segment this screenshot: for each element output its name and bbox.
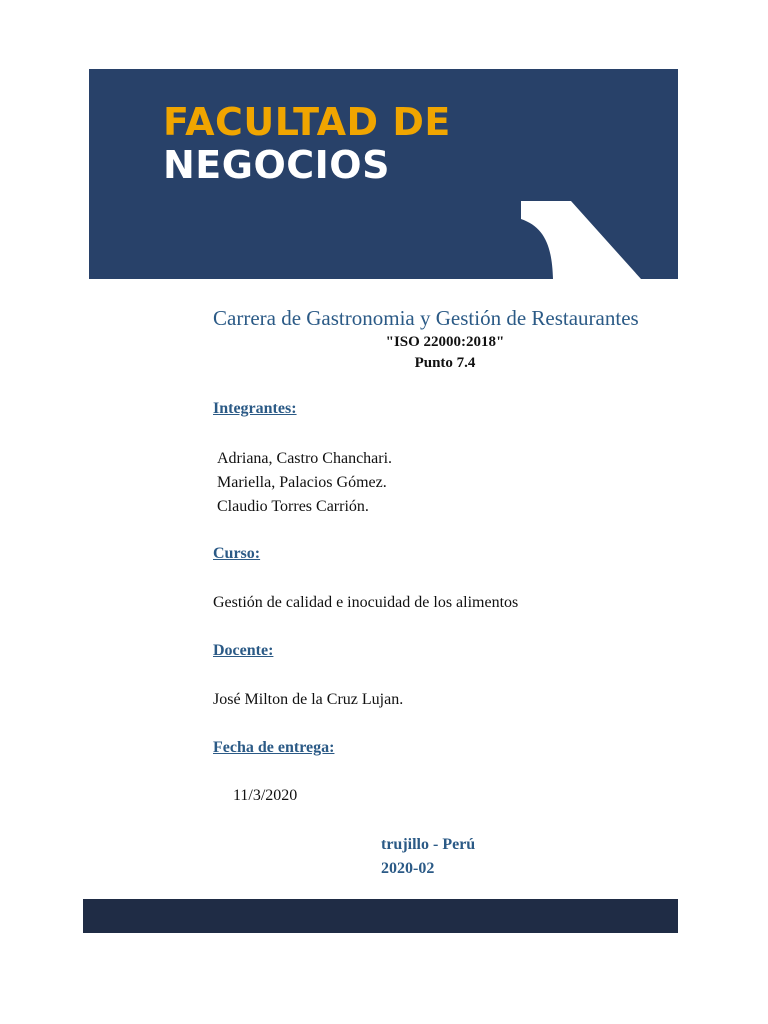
course-heading: Curso: — [213, 545, 261, 562]
course-name: Gestión de calidad e inocuidad de los alimentos — [213, 594, 519, 611]
member-name: Claudio Torres Carrión. — [217, 498, 369, 515]
member-name: Adriana, Castro Chanchari. — [217, 450, 393, 467]
career-title: Carrera de Gastronomia y Gestión de Restaurantes — [213, 306, 639, 330]
faculty-banner — [89, 69, 678, 279]
teacher-name: José Milton de la Cruz Lujan. — [213, 691, 404, 708]
banner-title-line1: FACULTAD DE — [163, 100, 451, 144]
location-term: 2020-02 — [381, 860, 435, 877]
delivery-date: 11/3/2020 — [233, 787, 298, 804]
point-title: Punto 7.4 — [414, 355, 476, 371]
logo-arc-icon — [89, 69, 678, 279]
standard-title: "ISO 22000:2018" — [385, 334, 505, 350]
teacher-heading: Docente: — [213, 642, 274, 659]
members-list — [217, 447, 392, 519]
delivery-heading: Fecha de entrega: — [213, 739, 335, 756]
banner-title-line2: NEGOCIOS — [163, 143, 390, 187]
member-name: Mariella, Palacios Gómez. — [217, 474, 387, 491]
members-heading: Integrantes: — [213, 400, 297, 417]
location-place: trujillo - Perú — [381, 836, 476, 853]
footer-bar — [83, 899, 678, 933]
